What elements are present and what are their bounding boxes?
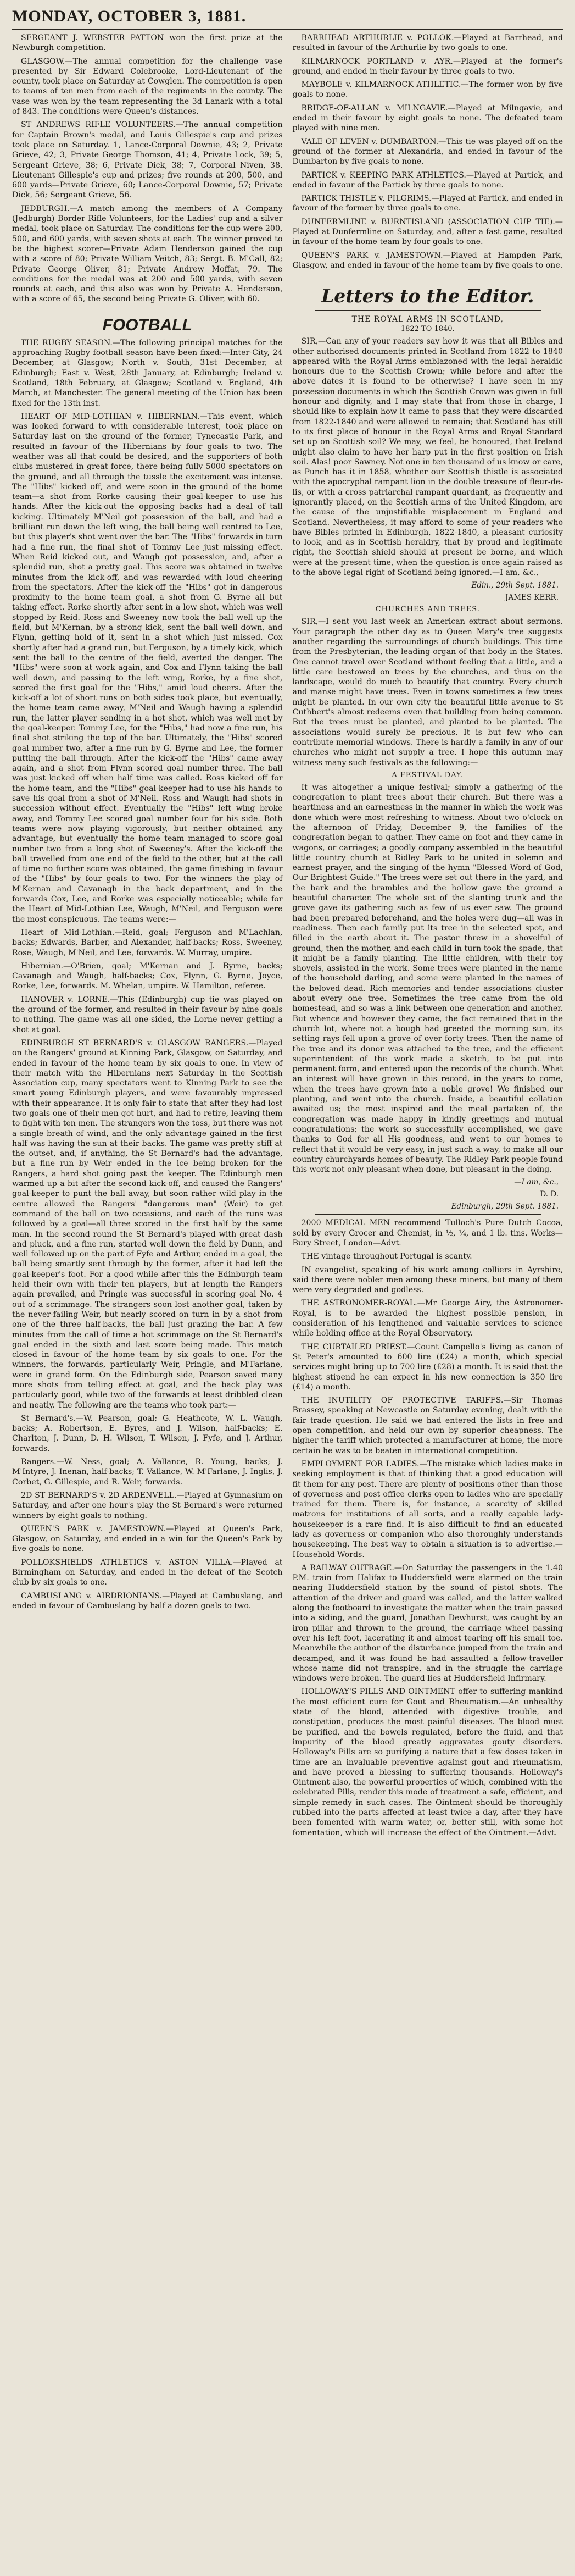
team-hearts: Heart of Mid-Lothian.—Reid, goal; Ferguson and M'Lachlan, backs; Edwards, Barber, and Alexander, half-backs; Ross, Sweeney, Rose, Waugh, M'Neil, and Lee, forwards. W. Murray, umpire.: [12, 928, 283, 957]
misc-rule: [315, 1214, 541, 1215]
section-rule-letters: [293, 274, 563, 276]
article-hanover-lorne: HANOVER v. LORNE.—This (Edinburgh) cup tie was played on the ground of the former, and resulted in their favour by nine goals to nothing. The game was all one-sided, the Lorne never getting a shot at goal.: [12, 995, 283, 1034]
article-cambuslang: CAMBUSLANG v. AIRDRIONIANS.—Played at Cambuslang, and ended in favour of Cambuslang by half a dozen goals to two.: [12, 1591, 283, 1610]
festival-signature: D. D.: [540, 1190, 559, 1199]
letter-royal-arms: SIR,—Can any of your readers say how it was that all Bibles and other authorised documents printed in Scotland from 1822 to 1840 appeared with the Royal Arms emblazoned with the legal heraldic honours due to the Scottish Crown; while before and after the above dates it is found to be otherwise? I have seen in my possession documents in which the Scottish Crown was given in full honour and dignity, and I may state that from those in charge, I should like to explain how it came to pass that they were discarded from 1822-1840 and were allowed to remain; that Scotland has still to its first place of honour in the Royal Arms and Royal Standard set up on Scottish soil? We may, we feel, be honoured, that Ireland might also claim to have her harp put in the first position on Irish soil. Alas! poor Sawney. Not one in ten thousand of us know or care, as Punch has it in 1858, whether our Scottish thistle is associated with the apocryphal rampant lion in the double treasure of fleur-de-lis, or with a cross patriarchal rampant guardant, as frequently and ignorantly placed, on the Scottish arms of the United Kingdom, are the cause of the unjustifiable misplacement in England and Scotland. Nevertheless, it may afford to some of your readers who have Bibles printed in Edinburgh, 1822-1840, a pleasant curiosity to look, and as in Scottish heraldry, that by proud and legitimate right, the Scottish shield should at present be borne, and which were at the present time, when the question is once again raised as to the above legal right of Scotland being ignored.—I am, &c.,: [292, 337, 563, 578]
item-employment-ladies: EMPLOYMENT FOR LADIES.—The mistake which ladies make in seeking employment is that of thinking that a good education will fit them for any post. There are plenty of positions other than those of governess and post office clerks open to ladies who are specially trained for them. There is, for instance, a scarcity of skilled matrons for institutions of all sorts, and a really capable lady-housekeeper is a rare find. It is also difficult to find an educated lady as governess or companion who also thoroughly understands housekeeping. The best way to obtain a situation is to advertise.—Household Words.: [292, 1459, 563, 1559]
result-queens-park-hampden: QUEEN'S PARK v. JAMESTOWN.—Played at Hampden Park, Glasgow, and ended in favour of the home team by five goals to one.: [292, 251, 563, 270]
item-railway-outrage: A RAILWAY OUTRAGE.—On Saturday the passengers in the 1.40 P.M. train from Halifax to Huddersfield were alarmed on the train nearing Huddersfield station by the sound of pistol shots. The attention of the driver and guard was called, and the latter walked along the footboard to investigate the matter when the train passed into a siding, and the guard, Jonathan Dewhurst, was caught by an iron pillar and thrown to the ground, the carriage wheel passing over his left foot, lacerating it and almost tearing off his small toe. Meanwhile the author of the disturbance jumped from the train and decamped, and it was found he had assaulted a fellow-traveller whose name did not transpire, and in the struggle the carriage windows were broken. The guard lies at Huddersfield Infirmary.: [292, 1563, 563, 1683]
article-hearts-hibs: HEART OF MID-LOTHIAN v. HIBERNIAN.—This event, which was looked forward to with considerable interest, took place on Saturday last on the ground of the former, Tynecastle Park, and resulted in favour of the Hibernians by four goals to two. The weather was all that could be desired, and the supporters of both clubs mustered in great force, there being fully 5000 spectators on the ground, and all through the tussle the excitement was intense. The "Hibs" kicked off, and were soon in the ground of the home team—a shot from Rorke causing their goal-keeper to use his hands. After the kick-out the opposing backs had a deal of tall kicking. Ultimately M'Neil got possession of the ball, and had a brilliant run down the left wing, the ball being well centred to Lee, but this player's shot went over the bar. The "Hibs" forwards in turn had a fine run, the final shot of Tommy Lee just missing effect. When Reid kicked out, and Waugh got possession, and, after a splendid run, shot a pretty goal. This score was obtained in twelve minutes from the kick-off, and was rewarded with loud cheering from the spectators. After the kick-off the "Hibs" got in dangerous proximity to the home team goal, a shot from G. Byrne all but taking effect. Rorke shortly after sent in a low shot, which was well stopped by Reid. Ross and Sweeney now took the ball well up the field, but M'Kernan, by a strong kick, sent the ball well down, and Flynn, getting hold of it, sent in a shot which just missed. Cox shortly after had a grand run, but Ferguson, by a timely kick, which sent the ball to the centre of the field, averted the danger. The "Hibs" were soon at work again, and Cox and Flynn taking the ball well down, and passing to the left wing, Rorke, by a fine shot, scored the first goal for the "Hibs," amid loud cheers. After the kick-off a lot of short runs on both sides took place, but eventually, the home team came away, M'Neil and Waugh having a splendid run, the latter player sending in a hot shot, which was well met by the goal-keeper. Tommy Lee, for the "Hibs," had now a fine run, his final shot striking the top of the bar. Ultimately, the "Hibs" scored goal number two, after a fine run by G. Byrne and Lee, the former putting the ball through. After the kick-off the "Hibs" came away again, and a shot from Flynn scored goal number three. The ball was just kicked off when half time was called. Ross kicked off for the home team, and the "Hibs" goal-keeper had to use his hands to save his goal from a shot of M'Neil. Ross and Waugh had shots in succession without effect. Eventually the "Hibs" left wing broke away, and Tommy Lee scored goal number four for his side. Both teams were now playing vigorously, but neither obtained any advantage, but eventually the home team managed to score goal number two from a long shot of Sweeney's. After the kick-off the ball travelled from one end of the field to the other, but at the call of time no further score was obtained, the game finishing in favour of the "Hibs" by four goals to two. For the winners the play of M'Kernan and Cavanagh in the back department, and in the forwards Cox, Lee, and Rorke was especially noticeable; while for the Heart of Mid-Lothian Lee, Waugh, M'Neil, and Ferguson were the most conspicuous. The teams were:—: [12, 412, 283, 924]
article-glasgow-vase: GLASGOW.—The annual competition for the challenge vase presented by Sir Edward Colebrooke, Lord-Lieutenant of the county, took place on Saturday at Cowglen. The competition is open to teams of ten men from each of the regiments in the county. The vase was won by the team representing the 3d Lanark with a total of 843. The conditions were Queen's distances.: [12, 57, 283, 117]
festival-closing: —I am, &c.,: [514, 1178, 559, 1187]
item-curtailed-priest: THE CURTAILED PRIEST.—Count Campello's living as canon of St Peter's amounted to 600 lire (£24) a month, which special services might bring up to 700 lire (£28) a month. It is said that the highest stipend he can expect in his new connection is 350 lire (£14) a month.: [292, 1342, 563, 1392]
item-evangelist: IN evangelist, speaking of his work among colliers in Ayrshire, said there were nobler men among these miners, but many of them were very degraded and godless.: [292, 1265, 563, 1295]
columns: [12, 33, 563, 1841]
result-vale-of-leven: VALE OF LEVEN v. DUMBARTON.—This tie was played off on the ground of the former at Alexandria, and ended in favour of the Dumbarton by five goals to none.: [292, 137, 563, 167]
result-partick: PARTICK v. KEEPING PARK ATHLETICS.—Played at Partick, and ended in favour of the Partick by three goals to none.: [292, 170, 563, 190]
festival-heading: A FESTIVAL DAY.: [392, 771, 464, 779]
royal-arms-place: Edin., 29th Sept. 1881.: [471, 581, 559, 590]
advt-tulloch-cocoa: 2000 MEDICAL MEN recommend Tulloch's Pure Dutch Cocoa, sold by every Grocer and Chemist, in ½, ¼, and 1 lb. tins. Works—Bury Street, London—Advt.: [292, 1218, 563, 1248]
article-st-andrews: ST ANDREWS RIFLE VOLUNTEERS.—The annual competition for Captain Brown's medal, and Louis Gillespie's cup and prizes took place on Saturday. 1, Lance-Corporal Downie, 43; 2, Private Grieve, 42; 3, Private George Thomson, 41; 4, Private Lock, 39; 5, Sergeant Grieve, 38; 6, Private Dick, 38; 7, Corporal Niven, 38. Lieutenant Gillespie's cup and prizes; five rounds at 200, 500, and 600 yards—Private Grieve, 60; Lance-Corporal Downie, 57; Private Dick, 56; Sergeant Grieve, 56.: [12, 120, 283, 200]
football-heading: FOOTBALL: [102, 315, 192, 334]
letters-rule: [315, 310, 541, 311]
right-column: [293, 33, 563, 1841]
result-dunfermline: DUNFERMLINE v. BURNTISLAND (ASSOCIATION CUP TIE).—Played at Dunfermline on Saturday, and, after a fast game, resulted in favour of the home team by four goals to one.: [292, 217, 563, 247]
masthead: [12, 4, 563, 30]
item-vintage: THE vintage throughout Portugal is scanty.: [301, 1252, 472, 1261]
item-protective-tariffs: THE INUTILITY OF PROTECTIVE TARIFFS.—Sir Thomas Brassey, speaking at Newcastle on Saturday evening, dealt with the fair trade question. He said we had entered the lists in free and open competition, and held our own by superior cheapness. The higher the tariff which protected a manufacturer at home, the more certain he was to be beaten in international competition.: [292, 1396, 563, 1455]
dateline: MONDAY, OCTOBER 3, 1881.: [12, 7, 247, 25]
royal-arms-years: 1822 TO 1840.: [400, 325, 455, 334]
result-partick-thistle: PARTICK THISTLE v. PILGRIMS.—Played at Partick, and ended in favour of the former by three goals to one.: [292, 194, 563, 213]
festival-place: Edinburgh, 29th Sept. 1881.: [451, 1202, 559, 1211]
result-bridge-of-allan: BRIDGE-OF-ALLAN v. MILNGAVIE.—Played at Milngavie, and ended in their favour by eight goals to none. The defeated team played with nine men.: [292, 103, 563, 133]
advt-holloways-pills: HOLLOWAY'S PILLS AND OINTMENT offer to suffering mankind the most efficient cure for Gout and Rheumatism.—An unhealthy state of the blood, attended with digestive trouble, and constipation, produces the most painful diseases. The blood must be purified, and the bowels regulated, before the fluid, and that impurity of the blood greatly aggravates gouty disorders. Holloway's Pills are so purifying a nature that a few doses taken in time are an invaluable preventive against gout and rheumatism, and have proved a blessing to suffering thousands. Holloway's Ointment also, the powerful properties of which, combined with the celebrated Pills, render this mode of treatment a safe, efficient, and simple remedy in such cases. The Ointment should be thoroughly rubbed into the parts affected at least twice a day, after they have been fomented with warm water, or, better still, with some hot fomentation, which will increase the effect of the Ointment.—Advt.: [292, 1687, 563, 1837]
team-hibernian: Hibernian.—O'Brien, goal; M'Kernan and J. Byrne, backs; Cavanagh and Waugh, half-backs; Cox, Flynn, G. Byrne, Joyce, Rorke, Lee, forwards. M. Whelan, umpire. W. Hamilton, referee.: [12, 961, 283, 991]
letters-heading: Letters to the Editor.: [321, 285, 534, 307]
team-st-bernards: St Bernard's.—W. Pearson, goal; G. Heathcote, W. L. Waugh, backs; A. Robertson, E. Byres, and J. Wilson, half-backs; E. Charlton, J. Dunn, D. H. Wilson, T. Wilson, J. Fyfe, and J. Arthur, forwards.: [12, 1414, 283, 1453]
article-rugby-season: THE RUGBY SEASON.—The following principal matches for the approaching Rugby football season have been fixed:—Inter-City, 24 December, at Glasgow; North v. South, 31st December, at Edinburgh; East v. West, 28th January, at Edinburgh; Ireland v. Scotland, 18th February, at Glasgow; Scotland v. England, 4th March, at Manchester. The general meeting of the Union has been fixed for the 13th inst.: [12, 338, 283, 408]
article-st-bernards-rangers: EDINBURGH ST BERNARD'S v. GLASGOW RANGERS.—Played on the Rangers' ground at Kinning Park, Glasgow, on Saturday, and ended in favour of the home team by six goals to one. In view of their match with the Hibernians next Saturday in the Scottish Association cup, many spectators went to Kinning Park to see the smart young Edinburgh players, and were favourably impressed with their appearance. It is only fair to state that after they had lost two goals one of their men got hurt, and had to retire, leaving them to fight with ten men. The strangers won the toss, but there was not a single breath of wind, and the only advantage gained in the first half was having the sun at their backs. The game was pretty stiff at the outset, and, if anything, the St Bernard's had the advantage, but a fine run by Weir ended in the ice being broken for the Rangers, a hard shot going past the keeper. The Edinburgh men warmed up a bit after the second kick-off, and caused the Rangers' goal-keeper to punt the ball away, but soon rather wild play in the centre allowed the Rangers' "dangerous man" (Weir) to get command of the ball on two occasions, and each of the runs was followed by a goal—all three scored in the first half by the same man. In the second round the St Bernard's played with great dash and pluck, and a fine run, started well down the field by Dunn, and well followed up on the part of Fyfe and Arthur, ended in a goal, the ball being smartly sent through by the former, after it had left the goal-keeper's foot. For a good while after this the Edinburgh team held their own with their ten players, but at length the Rangers again prevailed, and Pringle was successful in scoring goal No. 4 out of a scrimmage. The strangers soon lost another goal, taken by the never-failing Weir, but nearly scored on turn in by a shot from one of the three half-backs, the ball just grazing the bar. A few minutes from the call of time a hot scrimmage on the St Bernard's goal ended in the sixth and last score being made. This match closed in favour of the home team by six goals to one. For the winners, the forwards, particularly Weir, Pringle, and M'Farlane, were in grand form. On the Edinburgh side, Pearson saved many more shots from telling effect at goal, and the back play was particularly good, while two of the forwards at least dribbled clean and neatly. The following are the teams who took part:—: [12, 1038, 283, 1410]
result-maybole: MAYBOLE v. KILMARNOCK ATHLETIC.—The former won by five goals to none.: [292, 80, 563, 99]
churches-heading: CHURCHES AND TREES.: [375, 605, 480, 614]
letter-festival: It was altogether a unique festival; simply a gathering of the congregation to plant trees about their church. But there was a heartiness and an earnestness in the manner in which the work was done which were most refreshing to witness. About two o'clock on the afternoon of Friday, December 9, the families of the congregation began to gather. They came on foot and they came in wagons, or carriages; a goodly company assembled in the beautiful little country church at Ridley Park to be united in solemn and earnest prayer, and the singing of the hymn "Blessed Word of God, Our Brightest Guide." The trees were set out there in the yard, and the bark and the brambles and the hollow gave the ground a beautiful character. The whole set of the slanting trunk and the grove gave its gathering such as few of us ever saw. The ground had been prepared beforehand, and the holes were dug—all was in readiness. Then each family put its tree in the selected spot, and filled in the earth about it. The pastor threw in a shovelful of ground, then the mother, and each child in turn took the spade, that it might be a family planting. The little children, with their toy shovels, assisted in the work. Some trees were planted in the name of the household darling, and some were planted in the names of the beloved dead. Rich memories and tender associations cluster about every one tree. Sometimes the tree came from the old homestead, and so was a link between one generation and another. But whence and however they came, the fact remained that in the church lot, where not a bough had greeted the morning sun, its setting rays fell upon a grove of over forty trees. Then the name of the tree and its donor was attached to the tree, and the efficient superintendent of the work made a sketch, to be put into permanent form, and entered upon the records of the church. What an interest will have grown in this record, in the years to come, when the trees have grown into a noble grove! We finished our planting, and went into the church. Inside, a beautiful collation awaited us; the most inspired and the meal partaken of, the congregation was made happy in kindly greetings and mutual congratulations; the work so successfully accomplished, we gave thanks to God for all His goodness, and went to our homes to reflect that it would be very easy, in just such a way, to make all our country churchyards homes of beauty. The Ridley Park people found this work not only pleasant when done, but pleasant in the doing.: [292, 783, 563, 1175]
result-barrhead: BARRHEAD ARTHURLIE v. POLLOK.—Played at Barrhead, and resulted in favour of the Arthurlie by two goals to one.: [292, 34, 563, 53]
article-pollokshields: POLLOKSHIELDS ATHLETICS v. ASTON VILLA.—Played at Birmingham on Saturday, and ended in the defeat of the Scotch club by six goals to one.: [12, 1558, 283, 1587]
article-jedburgh: JEDBURGH.—A match among the members of A Company (Jedburgh) Border Rifle Volunteers, for the Ladies' cup and a silver medal, took place on Saturday. The conditions for the cup were 200, 500, and 600 yards, with seven shots at each. The winner proved to be the highest scorer—Private Adam Henderson gained the cup with a score of 80; Private William Veitch, 83; Sergt. B. M'Call, 82; Private George Oliver, 81; Private Andrew Moffat, 79. The conditions for the medal was at 200 and 500 yards, with seven rounds at each, and this also was won by Private A. Henderson, with a score of 65, the second being Private G. Oliver, with 60.: [12, 204, 283, 304]
item-astronomer-royal: THE ASTRONOMER-ROYAL.—Mr George Airy, the Astronomer-Royal, is to be awarded the highest possible pension, in consideration of his lengthened and valuable services to science while holding office at the Royal Observatory.: [292, 1299, 563, 1338]
royal-arms-heading: THE ROYAL ARMS IN SCOTLAND,: [351, 315, 504, 324]
article-2d-st-bernards: 2D ST BERNARD'S v. 2D ARDENVELL.—Played at Gymnasium on Saturday, and after one hour's play the St Bernard's were returned winners by eight goals to nothing.: [12, 1491, 283, 1520]
article-patton: SERGEANT J. WEBSTER PATTON won the first prize at the Newburgh competition.: [12, 34, 283, 53]
team-rangers: Rangers.—W. Ness, goal; A. Vallance, R. Young, backs; J. M'Intyre, J. Inenan, half-backs; T. Vallance, W. M'Farlane, J. Inglis, J. Corbet, G. Gillespie, and R. Weir, forwards.: [12, 1458, 283, 1487]
article-queens-park: QUEEN'S PARK v. JAMESTOWN.—Played at Queen's Park, Glasgow, on Saturday, and ended in a win for the Queen's Park by five goals to none.: [12, 1524, 283, 1554]
result-kilmarnock-portland: KILMARNOCK PORTLAND v. AYR.—Played at the former's ground, and ended in their favour by three goals to two.: [292, 57, 563, 76]
royal-arms-signature: JAMES KERR.: [505, 593, 559, 602]
letter-churches: SIR,—I sent you last week an American extract about sermons. Your paragraph the other day as to Queen Mary's tree suggests another regarding the surroundings of church buildings. This time from the Presbyterian, the leading organ of that body in the States. One cannot travel over Scotland without feeling that a little, and a little care bestowed on trees by the churches, and thus on the landscape, would do much to beautify that country. Every church and manse might have trees. Even in towns sometimes a few trees might be planted. In our own city the beautiful little avenue to St Cuthbert's almost redeems even that building from being common. But the trees must be planted, and planted to be planted. The associations would surely be precious. It is but few who can contribute memorial windows. There is hardly a family in any of our churches who might not supply a tree. I hope this autumn may witness many such festivals as the following:—: [292, 617, 563, 767]
left-column: [12, 33, 283, 1841]
